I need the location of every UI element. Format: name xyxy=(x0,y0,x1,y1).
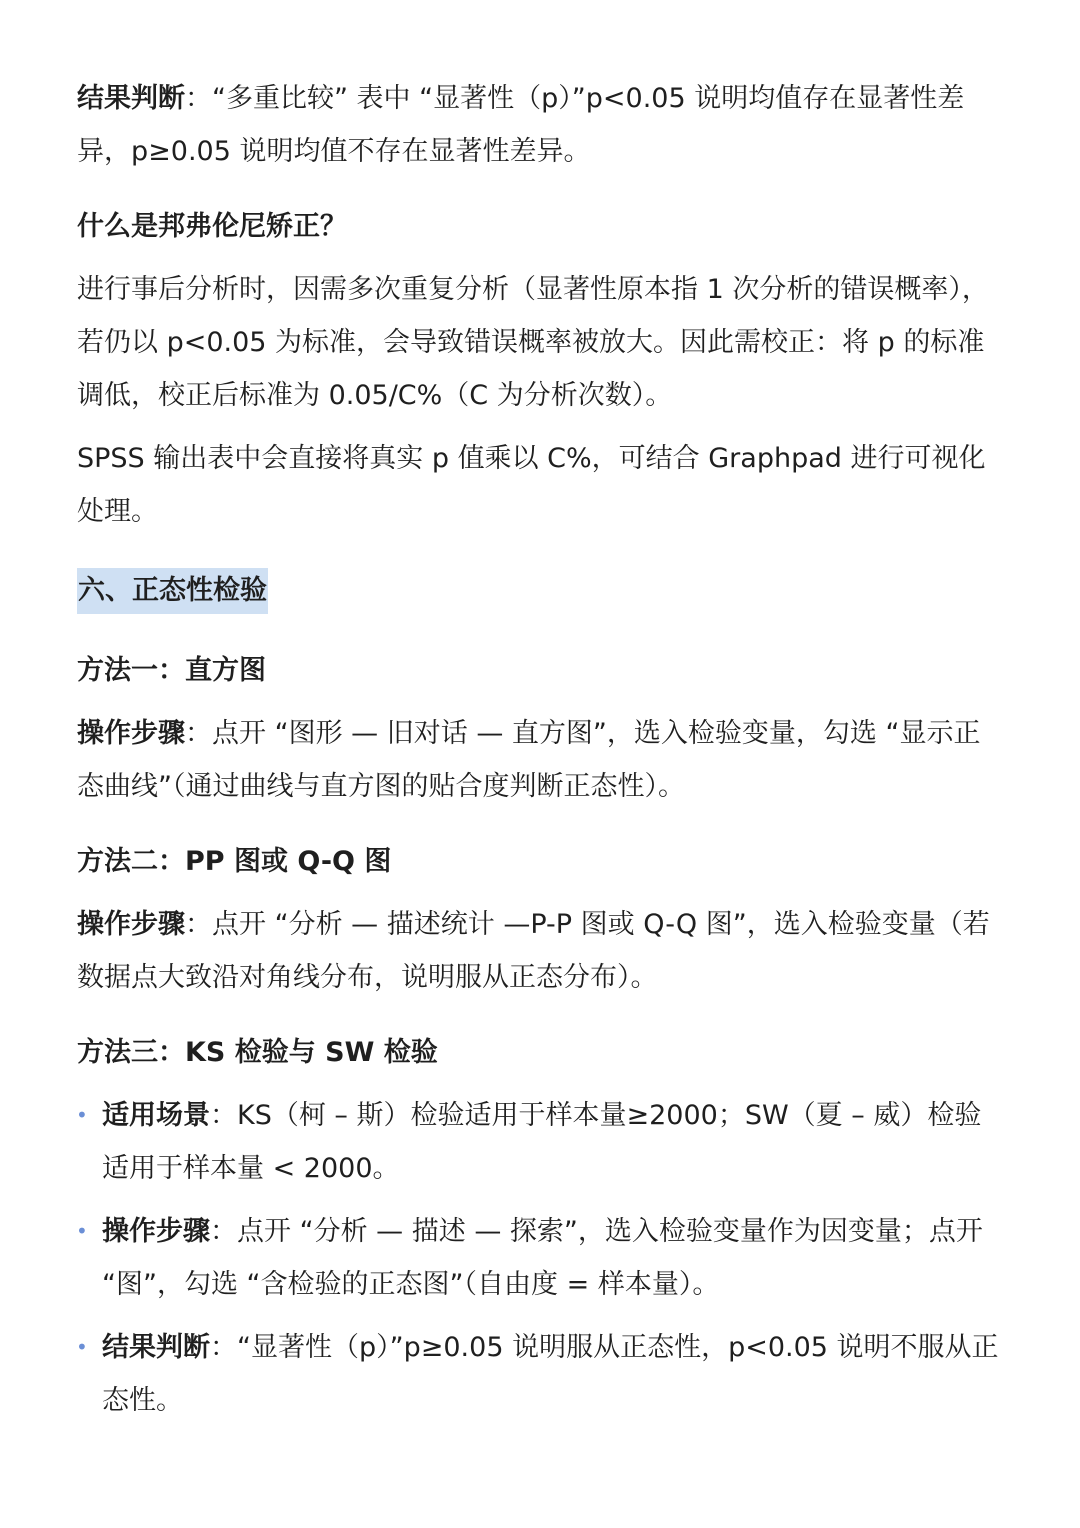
method3-scenario xyxy=(102,1089,1007,1195)
method1-title: 方法一：直方图 xyxy=(77,655,266,686)
result-judgement-paragraph xyxy=(77,72,1007,178)
result-judgement-label: 结果判断 xyxy=(77,83,185,114)
method3-result xyxy=(102,1321,1007,1427)
scenario-label: 适用场景 xyxy=(102,1100,210,1131)
list-item xyxy=(77,1089,1007,1195)
method2-steps-text: ：点开 “分析 — 描述统计 —P-P 图或 Q-Q 图”，选入检验变量（若数据点大致沿对角线分布，说明服从正态分布）。 xyxy=(77,909,990,993)
method1-steps-label: 操作步骤 xyxy=(77,718,185,749)
bonferroni-explanation: 进行事后分析时，因需多次重复分析（显著性原本指 1 次分析的错误概率），若仍以 p<0.05 为标准，会导致错误概率被放大。因此需校正：将 p 的标准调低，校正后标准为 0.05/C%（C 为分析次数）。 xyxy=(77,274,989,411)
bullet-dot-icon: • xyxy=(76,1335,88,1359)
method1-steps xyxy=(77,707,1007,813)
steps-text: ：点开 “分析 — 描述 — 探索”，选入检验变量作为因变量；点开 “图”，勾选 “含检验的正态图”（自由度 = 样本量）。 xyxy=(102,1216,983,1300)
result-judgement-text: ：“多重比较” 表中 “显著性（p）”p<0.05 说明均值存在显著性差异，p≥0.05 说明均值不存在显著性差异。 xyxy=(77,83,965,167)
section-heading-wrapper xyxy=(77,568,1007,614)
steps-label: 操作步骤 xyxy=(102,1216,210,1247)
method1-steps-text: ：点开 “图形 — 旧对话 — 直方图”，选入检验变量，勾选 “显示正态曲线”（通过曲线与直方图的贴合度判断正态性）。 xyxy=(77,718,981,802)
scenario-text: ：KS（柯 – 斯）检验适用于样本量≥2000；SW（夏 – 威）检验适用于样本量 < 2000。 xyxy=(102,1100,982,1184)
result-label: 结果判断 xyxy=(102,1332,210,1363)
bullet-dot-icon: • xyxy=(76,1103,88,1127)
spss-note-paragraph: SPSS 输出表中会直接将真实 p 值乘以 C%，可结合 Graphpad 进行可视化处理。 xyxy=(77,443,986,527)
method2-title: 方法二：PP 图或 Q-Q 图 xyxy=(77,846,392,877)
result-text: ：“显著性（p）”p≥0.05 说明服从正态性，p<0.05 说明不服从正态性。 xyxy=(102,1332,999,1416)
bullet-dot-icon: • xyxy=(76,1219,88,1243)
method3-steps xyxy=(102,1205,1007,1311)
document-page xyxy=(77,72,1007,1427)
list-item xyxy=(77,1205,1007,1311)
list-item xyxy=(77,1321,1007,1427)
method2-steps-label: 操作步骤 xyxy=(77,909,185,940)
section-title-normality-test: 六、正态性检验 xyxy=(77,568,268,614)
method3-title: 方法三：KS 检验与 SW 检验 xyxy=(77,1037,438,1068)
bonferroni-heading: 什么是邦弗伦尼矫正？ xyxy=(77,211,347,242)
method2-steps xyxy=(77,898,1007,1004)
